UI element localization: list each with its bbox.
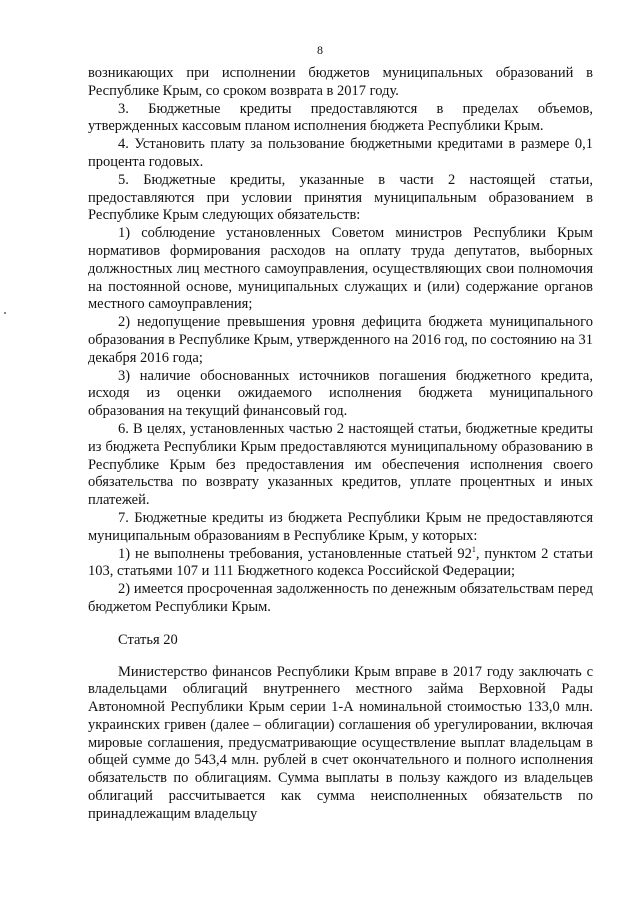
paragraph-subpoint-1: 1) соблюдение установленных Советом министров Республики Крым нормативов формирования расходов на оплату труда депутатов, выборных должностных лиц местного самоуправления, осуществляющих свои полномочия на постоянной основе, муниципальных служащих и (или) содержание органов местного самоуправления; [88, 225, 593, 313]
paragraph-point-7-item-2: 2) имеется просроченная задолженность по денежным обязательствам перед бюджетом Республики Крым. [88, 581, 593, 615]
paragraph-point-4: 4. Установить плату за пользование бюджетными кредитами в размере 0,1 процента годовых. [88, 136, 593, 170]
article-heading: Статья 20 [118, 631, 178, 648]
page-number: 8 [317, 43, 323, 57]
item1-text-before: 1) не выполнены требования, установленные статьей 92 [118, 545, 472, 562]
paragraph-point-7-item-1 [88, 546, 593, 582]
document-body [88, 65, 593, 824]
paragraph-point-6: 6. В целях, установленных частью 2 настоящей статьи, бюджетные кредиты из бюджета Республики Крым предоставляются муниципальному образованию в Республике Крым без предоставления им обеспечения исполнения своего обязательства по возврату указанных кредитов, уплате процентных и иных платежей. [88, 420, 593, 509]
item1-text-after: , пунктом 2 статьи 103, статьями 107 и 111 Бюджетного кодекса Российской Федерации; [88, 545, 594, 580]
paragraph-point-3: 3. Бюджетные кредиты предоставляются в пределах объемов, утвержденных кассовым планом исполнения бюджета Республики Крым. [88, 100, 593, 135]
paragraph-point-5: 5. Бюджетные кредиты, указанные в части 2 настоящей статьи, предоставляются при условии принятия муниципальным образованием в Республике Крым следующих обязательств: [88, 171, 593, 224]
superscript: 1 [471, 544, 476, 554]
paragraph-subpoint-3: 3) наличие обоснованных источников погашения бюджетного кредита, исходя из оценки ожидаемого исполнения бюджета муниципального образования на текущий финансовый год. [88, 367, 593, 420]
paragraph-continuation: возникающих при исполнении бюджетов муниципальных образований в Республике Крым, со сроком возврата в 2017 году. [88, 65, 593, 99]
paragraph-subpoint-2: 2) недопущение превышения уровня дефицита бюджета муниципального образования в Республике Крым, утвержденного на 2016 год, по состоянию на 31 декабря 2016 года; [88, 314, 593, 366]
margin-mark [4, 312, 6, 314]
article-20-text: Министерство финансов Республики Крым вправе в 2017 году заключать с владельцами облигаций внутреннего местного займа Верховной Рады Автономной Республики Крым серии 1-А номинальной стоимостью 133,0 млн. украинских гривен (далее – облигации) соглашения об урегулировании, включая мировые соглашения, предусматривающие осуществление выплат владельцам в общей сумме до 543,4 млн. рублей в счет окончательного и полного исполнения обязательств по облигациям. Сумма выплаты в пользу каждого из владельцев облигаций рассчитывается как сумма неисполненных обязательств по принадлежащим владельцу [88, 663, 593, 822]
paragraph-point-7: 7. Бюджетные кредиты из бюджета Республики Крым не предоставляются муниципальным образованиям в Республике Крым, у которых: [88, 509, 593, 544]
